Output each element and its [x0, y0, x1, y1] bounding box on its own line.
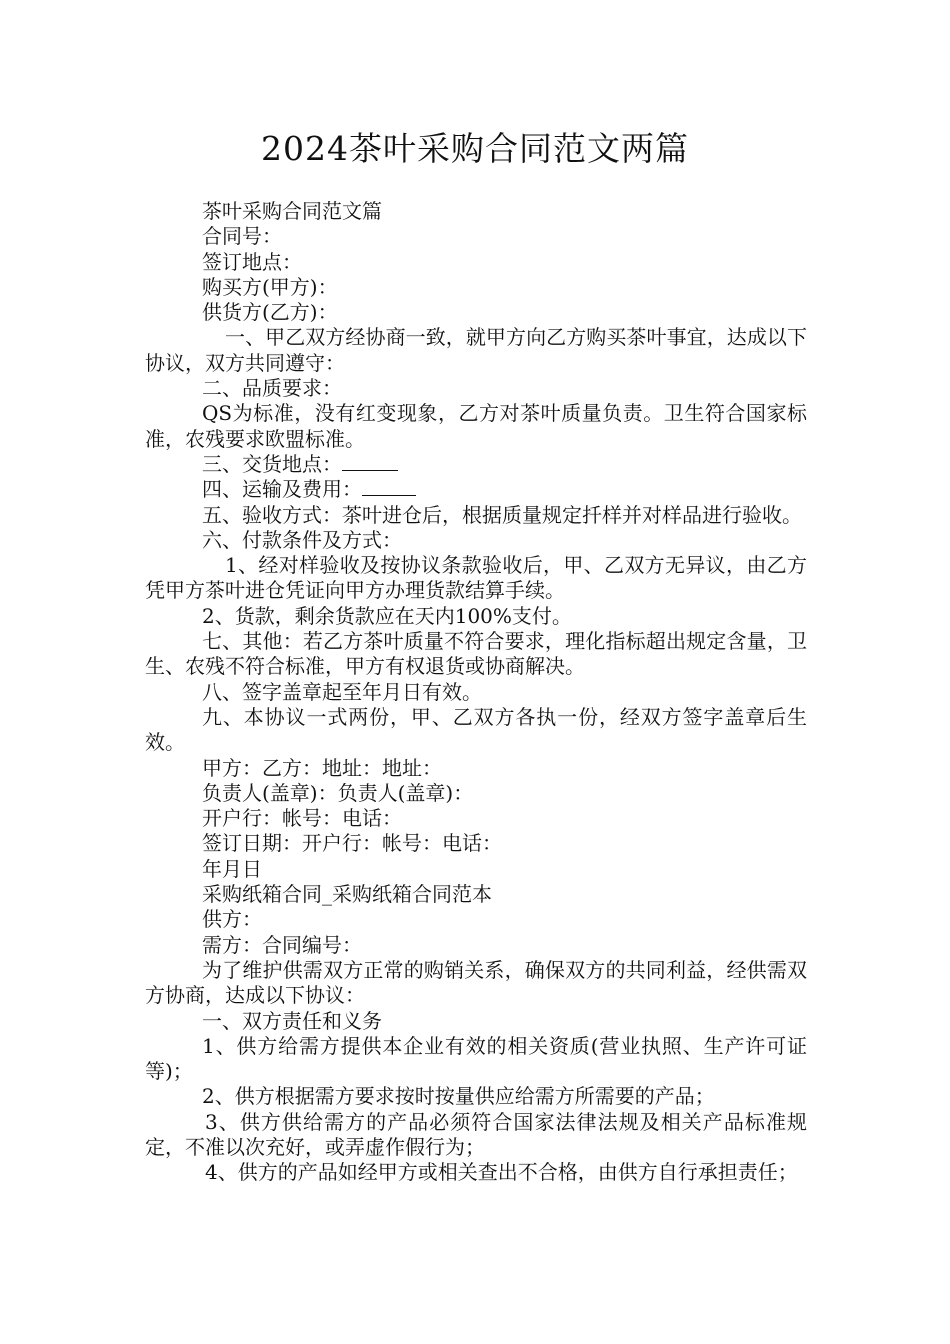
date-line: 年月日 [202, 856, 262, 881]
clause-3-label: 三、交货地点： [202, 451, 342, 476]
clause-4 [145, 477, 807, 502]
clause-9: 九、本协议一式两份，甲、乙双方各执一份，经双方签字盖章后生效。 [145, 704, 807, 755]
clause-6-heading: 六、付款条件及方式： [202, 527, 402, 552]
blank-line [362, 477, 416, 496]
clause-7: 七、其他：若乙方茶叶质量不符合要求，理化指标超出规定含量，卫生、农残不符合标准，甲方有权退货或协商解决。 [145, 629, 807, 679]
supplier-line: 供货方(乙方)： [202, 300, 338, 325]
document-title: 2024茶叶采购合同范文两篇 [261, 129, 689, 168]
responsibility-heading: 一、双方责任和义务 [202, 1008, 382, 1033]
section-heading-2: 采购纸箱合同_采购纸箱合同范本 [202, 882, 492, 907]
blank-line [342, 452, 398, 471]
clause-2-body: QS为标准，没有红变现象，乙方对茶叶质量负责。卫生符合国家标准，农残要求欧盟标准。 [145, 401, 807, 451]
signing-place-line: 签订地点： [202, 249, 302, 274]
clause-2-heading: 二、品质要求： [202, 376, 342, 401]
responsibility-item-3: 3、供方供给需方的产品必须符合国家法律法规及相关产品标准规定，不准以次充好，或弄虚作假行为； [145, 1109, 807, 1159]
buyer-line: 购买方(甲方)： [202, 274, 338, 299]
section-heading: 茶叶采购合同范文篇 [202, 199, 382, 223]
responsibility-item-1: 1、供方给需方提供本企业有效的相关资质(营业执照、生产许可证等)； [145, 1033, 807, 1084]
signature-parties-line: 甲方：乙方：地址：地址： [202, 755, 442, 780]
document-body [145, 199, 807, 1186]
bank-info-line: 开户行：帐号：电话： [202, 806, 402, 831]
contract-number-line: 合同号： [202, 224, 282, 249]
responsibility-item-4: 4、供方的产品如经甲方或相关查出不合格，由供方自行承担责任； [205, 1160, 798, 1185]
supplier-line-2: 供方： [202, 907, 262, 932]
preamble: 为了维护供需双方正常的购销关系，确保双方的共同利益，经供需双方协商，达成以下协议： [145, 957, 807, 1008]
clause-3 [145, 452, 807, 477]
clause-5: 五、验收方式：茶叶进仓后，根据质量规定扦样并对样品进行验收。 [202, 502, 802, 527]
signature-responsible-line: 负责人(盖章)：负责人(盖章)： [202, 780, 474, 805]
clause-1: 一、甲乙双方经协商一致，就甲方向乙方购买茶叶事宜，达成以下协议，双方共同遵守： [145, 325, 807, 375]
clause-6-item-1: 1、经对样验收及按协议条款验收后，甲、乙双方无异议，由乙方凭甲方茶叶进仓凭证向甲方办理货款结算手续。 [145, 553, 807, 603]
demander-line: 需方：合同编号： [202, 932, 362, 957]
clause-6-item-2: 2、货款，剩余货款应在天内100%支付。 [202, 603, 572, 628]
clause-4-label: 四、运输及费用： [202, 477, 362, 502]
responsibility-item-2: 2、供方根据需方要求按时按量供应给需方所需要的产品； [202, 1084, 715, 1109]
signing-date-line: 签订日期：开户行：帐号：电话： [202, 831, 502, 856]
clause-8: 八、签字盖章起至年月日有效。 [202, 679, 482, 704]
